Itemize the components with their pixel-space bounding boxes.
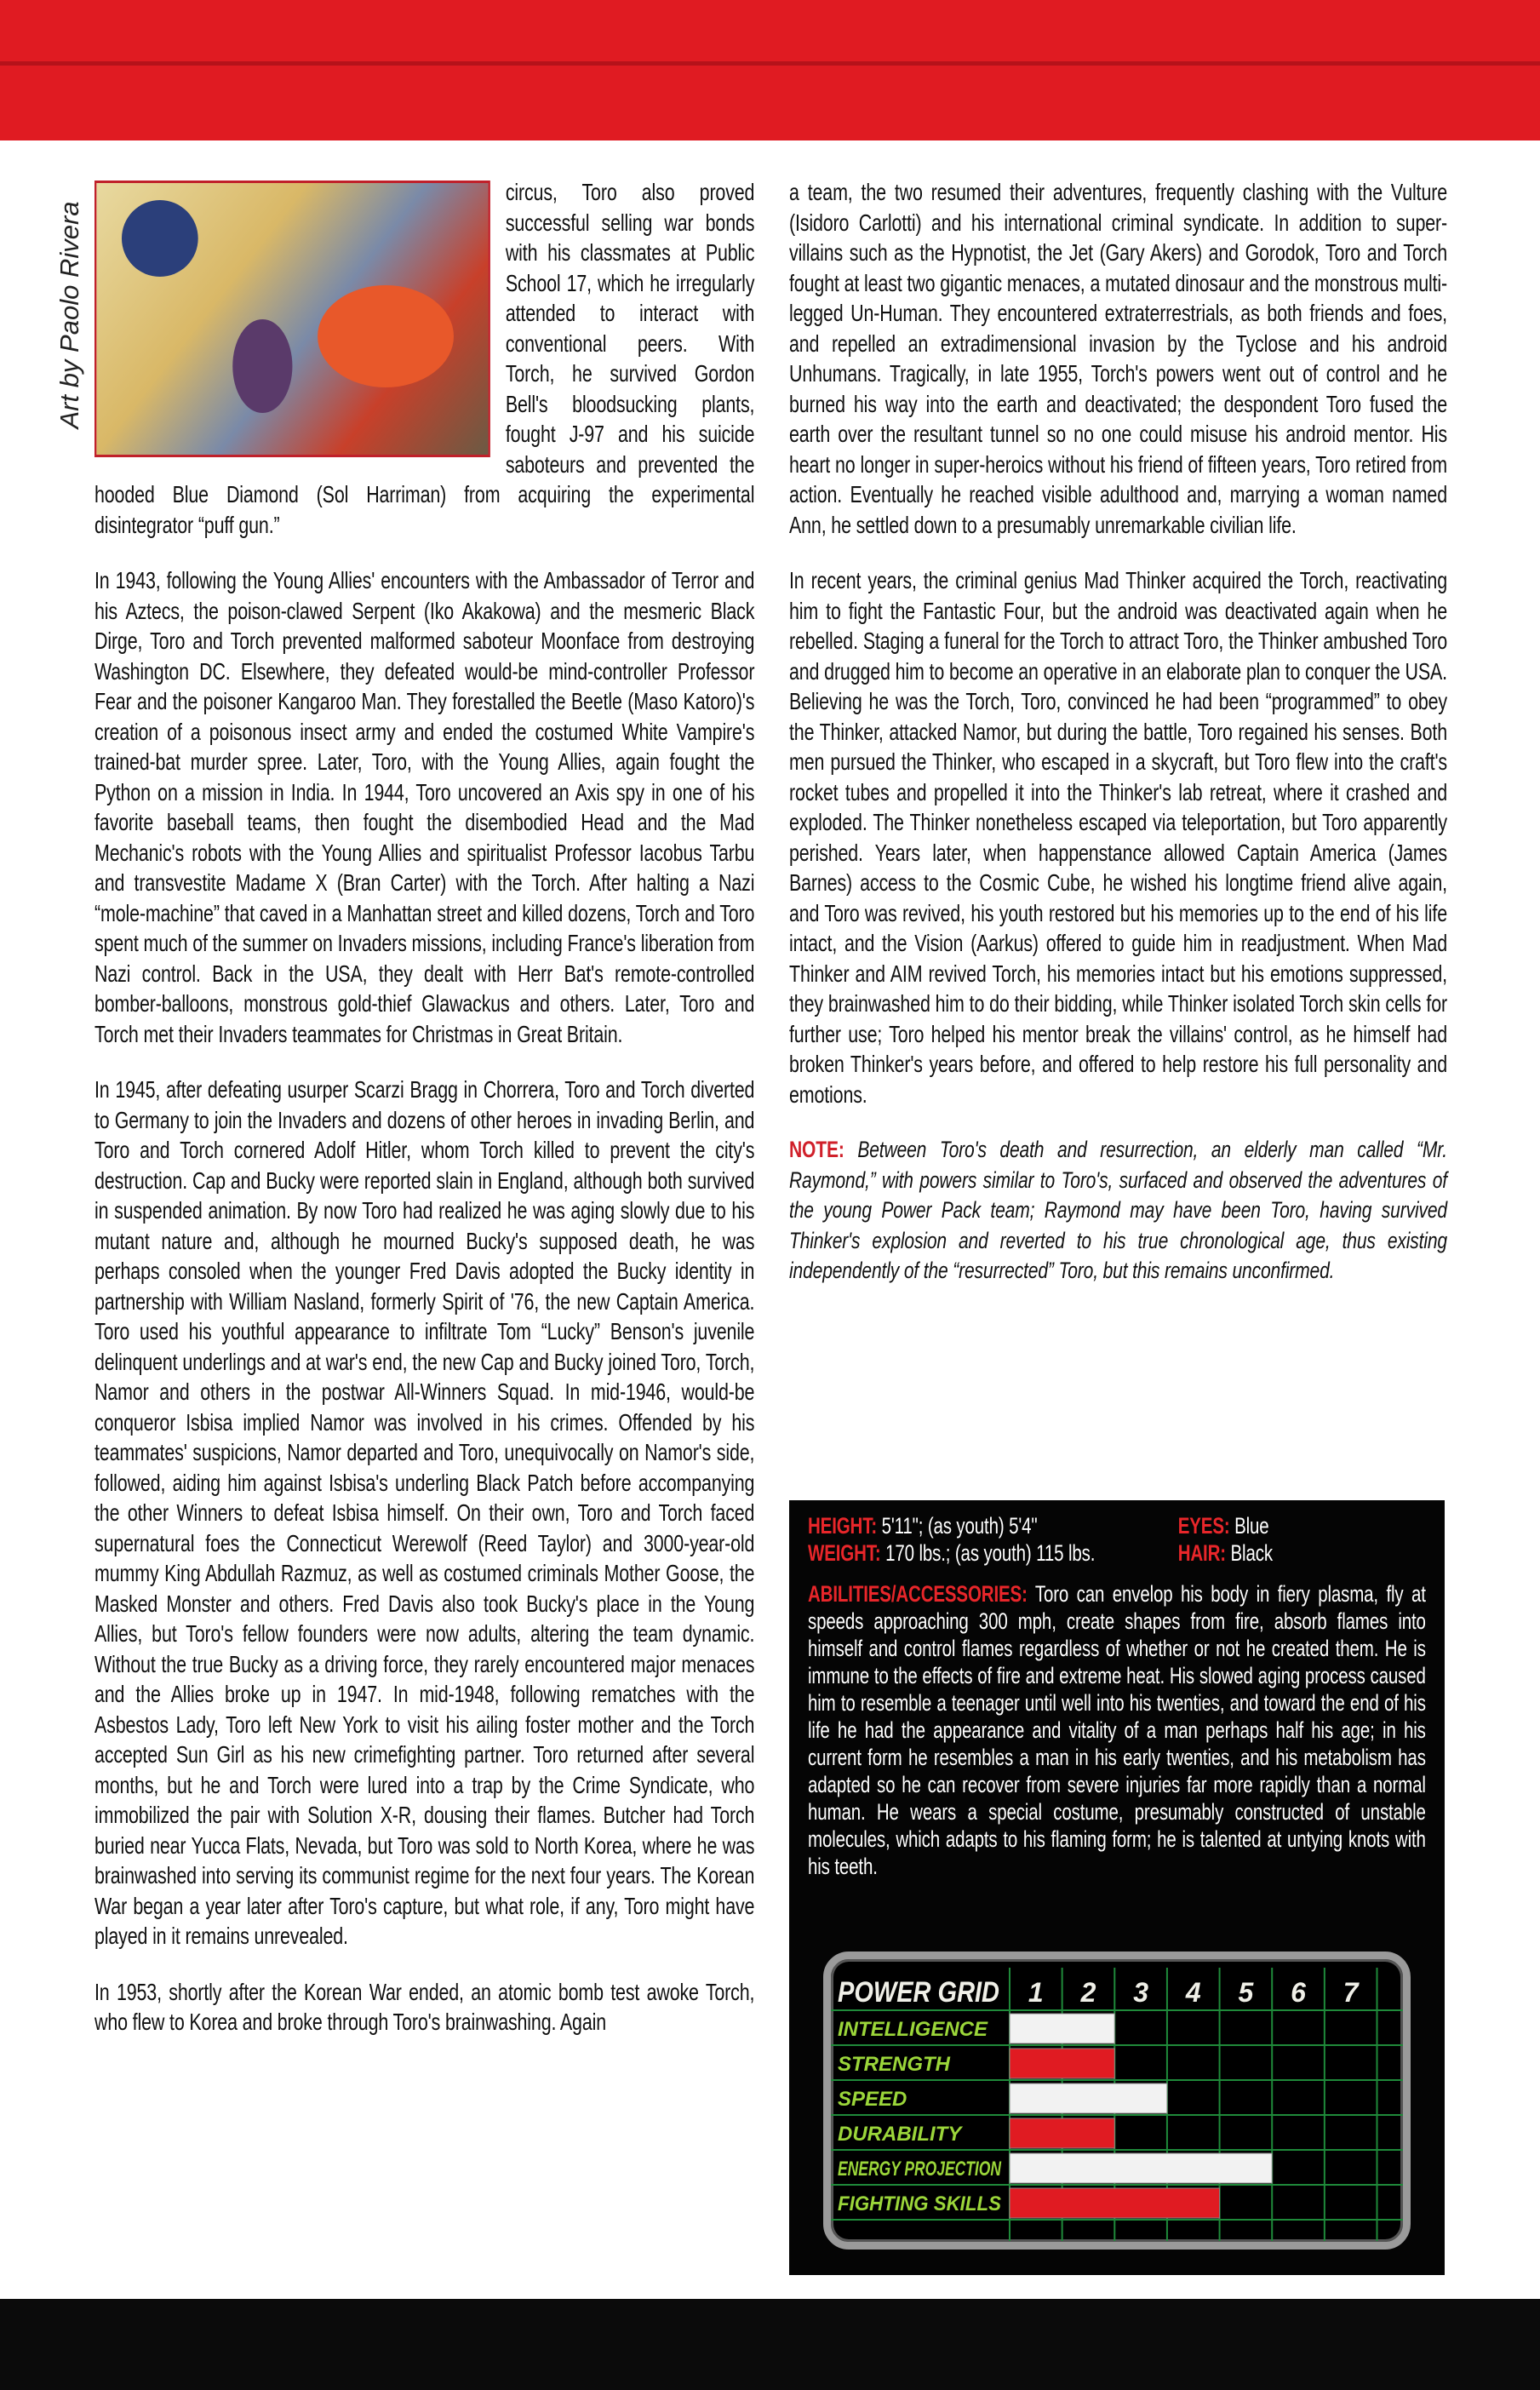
grid-category-label: SPEED	[838, 2088, 907, 2111]
paragraph: a team, the two resumed their adventures, frequently clashing with the Vulture (Isidoro Carlotti) and his international criminal syndicate. In addition to super-villains such as the Hypnotist, the Jet (Gary Akers) and Gorodok, Toro and Torch fought at least two gigantic menaces, a mutated dinosaur and the monstrous multi-legged Un-Human. They encountered extraterrestrials, as both friends and foes, and repelled an extradimensional invasion by the Tyclose and his android Unhumans. Tragically, in late 1955, Torch's powers went out of control and he burned his way into the earth and deactivated; the despondent Toro fused the earth over the resultant tunnel so no one could misuse his android mentor. His heart no longer in super-heroics without his friend of fifteen years, Toro retired from action. Eventually he reached visible adulthood and, marrying a woman named Ann, he settled down to a presumably unremarkable civilian life.	[789, 179, 1447, 538]
grid-category-label: DURABILITY	[838, 2123, 962, 2146]
grid-category-label: STRENGTH	[838, 2053, 950, 2076]
header-stripe	[0, 61, 1540, 66]
stats-text	[808, 1512, 1426, 1880]
paragraph: In 1943, following the Young Allies' encounters with the Ambassador of Terror and his Aztecs, the poison-clawed Serpent (Iko Akakowa) and the mesmeric Black Dirge, Toro and Torch prevented malformed saboteur Moonface from destroying Washington DC. Elsewhere, they defeated would-be mind-controller Professor Fear and the poisoner Kangaroo Man. They forestalled the Beetle (Maso Katoro)'s creation of a poisonous insect army and ended the costumed White Vampire's trained-bat murder spree. Later, Toro, with the Young Allies, again fought the Python on a mission in India. In 1944, Toro uncovered an Axis spy in one of his favorite baseball teams, then fought the disembodied Head and the Mad Mechanic's robots with the Young Allies and spiritualist Professor Iacobus Tarbu and transvestite Madame X (Bran Carter) with the Torch. After halting a Nazi “mole-machine” that caved in a Manhattan street and killed dozens, Torch and Toro spent much of the summer on Invaders missions, including France's liberation from Nazi control. Back in the USA, they dealt with Herr Bat's remote-controlled bomber-balloons, monstrous gold-thief Glawackus and others. Later, Toro and Torch met their Invaders teammates for Christmas in Great Britain.	[94, 567, 755, 1047]
left-column-text	[94, 177, 754, 2038]
hair-value: Black	[1230, 1540, 1273, 1566]
grid-title: POWER GRID	[838, 1976, 999, 2009]
stats-box	[789, 1500, 1445, 2275]
grid-category-label: ENERGY PROJECTION	[838, 2158, 1002, 2181]
power-grid-chart	[831, 1959, 1403, 2242]
right-column	[789, 177, 1447, 1312]
page-header-band	[0, 0, 1540, 140]
tick-label: 3	[1133, 1977, 1149, 2008]
left-column	[94, 177, 754, 2063]
power-grid	[823, 1952, 1411, 2250]
eyes-value: Blue	[1234, 1513, 1269, 1539]
grid-bar	[1010, 2049, 1114, 2078]
page-footer-band	[0, 2299, 1540, 2390]
height-label: HEIGHT:	[808, 1513, 878, 1539]
weight-value: 170 lbs.; (as youth) 115 lbs.	[885, 1540, 1096, 1566]
abilities-text: Toro can envelop his body in fiery plasma, fly at speeds approaching 300 mph, create shapes from fire, absorb flames into himself and control flames regardless of whether or not he created them. He is immune to the effects of fire and extreme heat. His slowed aging process caused him to resemble a teenager until well into his twenties, and toward the end of his life he had the appearance and vitality of a man perhaps half his age; in his current form he resembles a man in his early twenties, and his metabolism has adapted so he can recover from severe injuries far more rapidly than a normal human. He wears a special costume, presumably constructed of unstable molecules, which adapts to his flaming form; he is talented at untying knots with his teeth.	[808, 1581, 1426, 1879]
grid-category-label: FIGHTING SKILLS	[838, 2192, 1001, 2215]
hair-label: HAIR:	[1177, 1540, 1226, 1566]
grid-bar	[1010, 2014, 1114, 2043]
grid-bar	[1010, 2118, 1114, 2148]
height-value: 5'11"; (as youth) 5'4"	[881, 1513, 1038, 1539]
paragraph: In 1953, shortly after the Korean War ended, an atomic bomb test awoke Torch, who flew to Korea and broke through Toro's brainwashing. Again	[94, 1978, 755, 2035]
grid-bar	[1010, 2083, 1167, 2113]
grid-bar	[1010, 2153, 1272, 2183]
note-paragraph: NOTE: Between Toro's death and resurrection, an elderly man called “Mr. Raymond,” with powers similar to Toro's, surfaced and observed the adventures of the young Power Pack team; Raymond may have been Toro, having survived Thinker's explosion and reverted to his true chronological age, thus existing independently of the “resurrected” Toro, but this remains unconfirmed.	[789, 1137, 1447, 1283]
paragraph: In recent years, the criminal genius Mad Thinker acquired the Torch, reactivating him to fight the Fantastic Four, but the android was deactivated again when he rebelled. Staging a funeral for the Torch to attract Toro, the Thinker ambushed Toro and drugged him to become an operative in an elaborate plan to conquer the USA. Believing he was the Torch, Toro, convinced he had been “programmed” to obey the Thinker, attacked Namor, but during the battle, Toro regained his senses. Both men pursued the Thinker, who escaped in a skycraft, but Toro flew into the craft's rocket tubes and propelled it into the Thinker's lab retreat, where it crashed and exploded. The Thinker nonetheless escaped via teleportation, but Toro apparently perished. Years later, when happenstance allowed Captain America (James Barnes) access to the Cosmic Cube, he wished his longtime friend alive again, and Toro was revived, his youth restored but his memories up to the end of his life intact, and the Vision (Aarkus) offered to guide him in readjustment. When Mad Thinker and AIM revived Torch, his memories intact but his emotions suppressed, they brainwashed him to do their bidding, while Thinker isolated Torch skin cells for further use; Toro helped his mentor break the villains' control, as he himself had broken Thinker's years before, and offered to help restore his full personality and emotions.	[789, 567, 1447, 1108]
art-credit: Art by Paolo Rivera	[54, 201, 84, 429]
tick-label: 7	[1342, 1977, 1359, 2008]
tick-label: 1	[1028, 1977, 1044, 2008]
weight-label: WEIGHT:	[808, 1540, 881, 1566]
eyes-label: EYES:	[1177, 1513, 1230, 1539]
abilities-paragraph	[808, 1580, 1426, 1880]
grid-bar	[1010, 2188, 1220, 2218]
tick-label: 5	[1238, 1977, 1254, 2008]
paragraph: circus, Toro also proved successful selling war bonds with his classmates at Public School 17, which he irregularly attended to interact with conventional peers. With Torch, he survived Gordon Bell's bloodsucking plants, fought J-97 and his suicide saboteurs and prevented the hooded Blue Diamond (Sol Harriman) from acquiring the experimental disintegrator “puff gun.”	[94, 179, 755, 538]
grid-category-label: INTELLIGENCE	[838, 2018, 988, 2041]
tick-label: 2	[1080, 1977, 1096, 2008]
note-label: NOTE:	[789, 1137, 844, 1162]
paragraph: In 1945, after defeating usurper Scarzi Bragg in Chorrera, Toro and Torch diverted to Germany to join the Invaders and dozens of other heroes in invading Berlin, and Toro and Torch cornered Adolf Hitler, whom Torch killed to prevent the city's destruction. Cap and Bucky were reported slain in England, although both survived in suspended animation. By now Toro had realized he was aging slowly due to his mutant nature and, although he mourned Bucky's supposed death, he was perhaps consoled when the younger Fred Davis adopted the Bucky identity in partnership with William Nasland, formerly Spirit of '76, the new Captain America. Toro used his youthful appearance to infiltrate Tom “Lucky” Benson's juvenile delinquent underlings and at war's end, the new Cap and Bucky joined Toro, Torch, Namor and others in the postwar All-Winners Squad. In mid-1946, would-be conqueror Isbisa implied Namor was involved in his crimes. Offended by his teammates' suspicions, Namor departed and Toro, unequivocally on Namor's side, followed, aiding him against Isbisa's underling Black Patch before accompanying the other Winners to defeat Isbisa himself. On their own, Toro and Torch faced supernatural foes the Connecticut Werewolf (Reed Taylor) and 3000-year-old mummy King Abdullah Razmuz, as well as costumed criminals Mother Goose, the Masked Monster and others. Fred Davis also took Bucky's place in the Young Allies, but Toro's fellow founders were now adults, altering the team dynamic. Without the true Bucky as a driving force, they rarely encountered major menaces and the Allies broke up in 1947. In mid-1948, following rematches with the Asbestos Lady, Toro left New York to visit his ailing foster mother and the Torch accepted Sun Girl as his new crimefighting partner. Toro returned after several months, but he and Torch were lured into a trap by the Crime Syndicate, who immobilized the pair with Solution X-R, dousing their flames. Butcher had Torch buried near Yucca Flats, Nevada, but Toro was sold to North Korea, where he was brainwashed into serving its communist regime for the next four years. The Korean War began a year later after Toro's capture, but what role, if any, Toro might have played in it remains unrevealed.	[94, 1076, 755, 1949]
tick-label: 4	[1185, 1977, 1201, 2008]
tick-label: 6	[1291, 1977, 1306, 2008]
right-column-text	[789, 177, 1447, 1287]
abilities-label: ABILITIES/ACCESSORIES:	[808, 1581, 1028, 1607]
illustration-toro-and-torch	[94, 181, 490, 457]
